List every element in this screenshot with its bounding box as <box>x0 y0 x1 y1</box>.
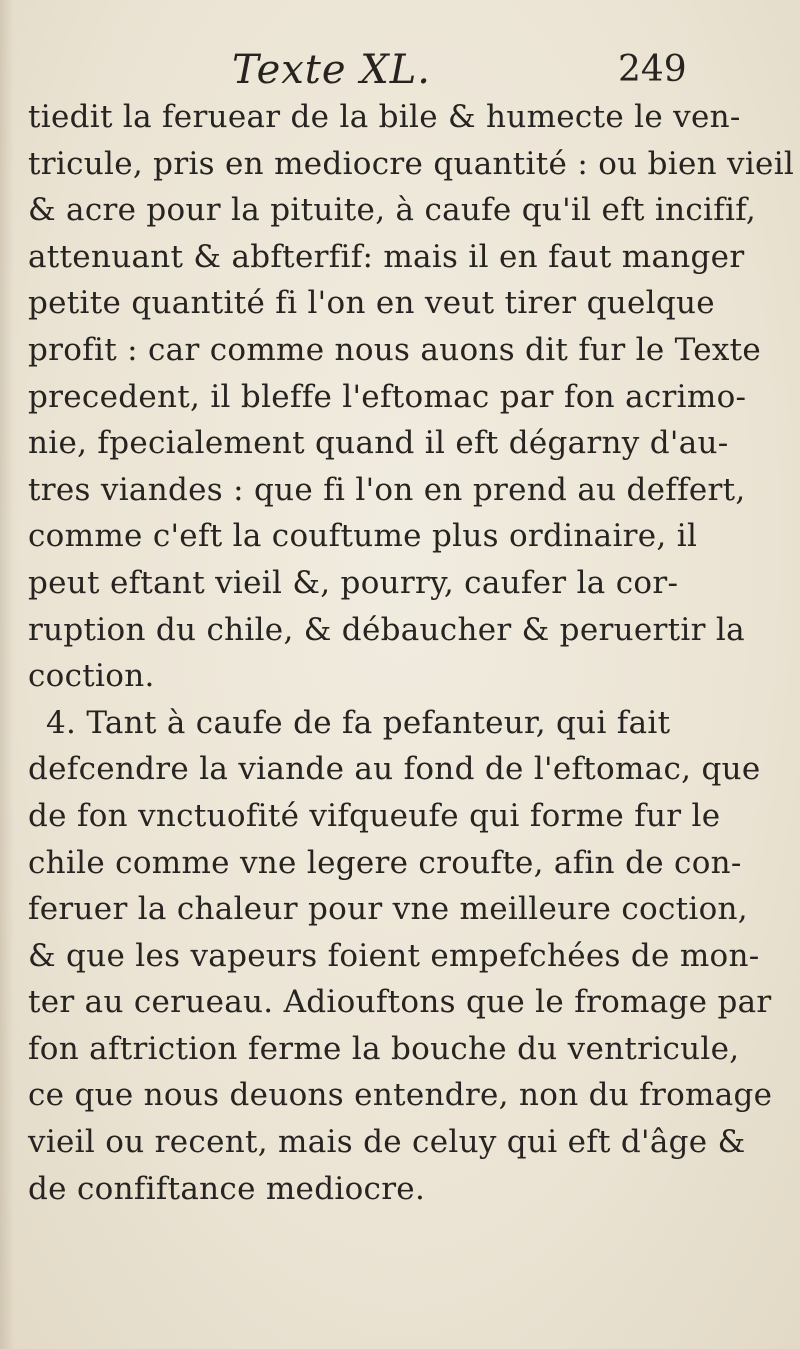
text-line: ruption du chile, & débaucher & peruertir la <box>28 611 745 648</box>
body-text <box>28 94 795 1212</box>
page-number: 249 <box>618 49 687 90</box>
text-line: de confiftance mediocre. <box>28 1170 426 1207</box>
text-line: chile comme vne legere croufte, afin de con- <box>28 844 742 881</box>
text-line: attenuant & abfterfif: mais il en faut manger <box>28 238 745 275</box>
text-line: peut eftant vieil &, pourry, caufer la cor- <box>28 564 679 601</box>
text-line: profit : car comme nous auons dit fur le Texte <box>28 331 762 368</box>
text-line: precedent, il bleffe l'eftomac par fon acrimo- <box>28 378 747 415</box>
text-line: vieil ou recent, mais de celuy qui eft d'âge & <box>28 1124 746 1161</box>
text-line: fon aftriction ferme la bouche du ventricule, <box>28 1030 740 1067</box>
paragraph-start-line: 4. Tant à caufe de fa pefanteur, qui fait <box>46 704 671 741</box>
text-line: ter au cerueau. Adiouftons que le fromage par <box>28 984 772 1021</box>
text-line: coction. <box>28 658 155 695</box>
text-line: feruer la chaleur pour vne meilleure coction, <box>28 891 748 928</box>
text-line: tres viandes : que fi l'on en prend au deffert, <box>28 471 746 508</box>
running-head-title: Texte XL. <box>232 47 432 93</box>
text-line: comme c'eft la couftume plus ordinaire, il <box>28 518 698 555</box>
text-line: de fon vnctuofité vifqueufe qui forme fur le <box>28 797 721 834</box>
text-line: petite quantité fi l'on en veut tirer quelque <box>28 285 715 322</box>
text-line: tricule, pris en mediocre quantité : ou bien vieil <box>28 145 795 182</box>
text-line: & acre pour la pituite, à caufe qu'il eft incifif, <box>28 192 757 229</box>
text-line: nie, fpecialement quand il eft dégarny d'au- <box>28 425 729 462</box>
running-head <box>0 46 800 94</box>
text-line: defcendre la viande au fond de l'eftomac, que <box>28 751 761 788</box>
text-line: tiedit la feruear de la bile & humecte le ven- <box>28 99 741 135</box>
text-line: ce que nous deuons entendre, non du fromage <box>28 1077 773 1114</box>
text-line: & que les vapeurs foient empefchées de mon- <box>28 937 760 974</box>
